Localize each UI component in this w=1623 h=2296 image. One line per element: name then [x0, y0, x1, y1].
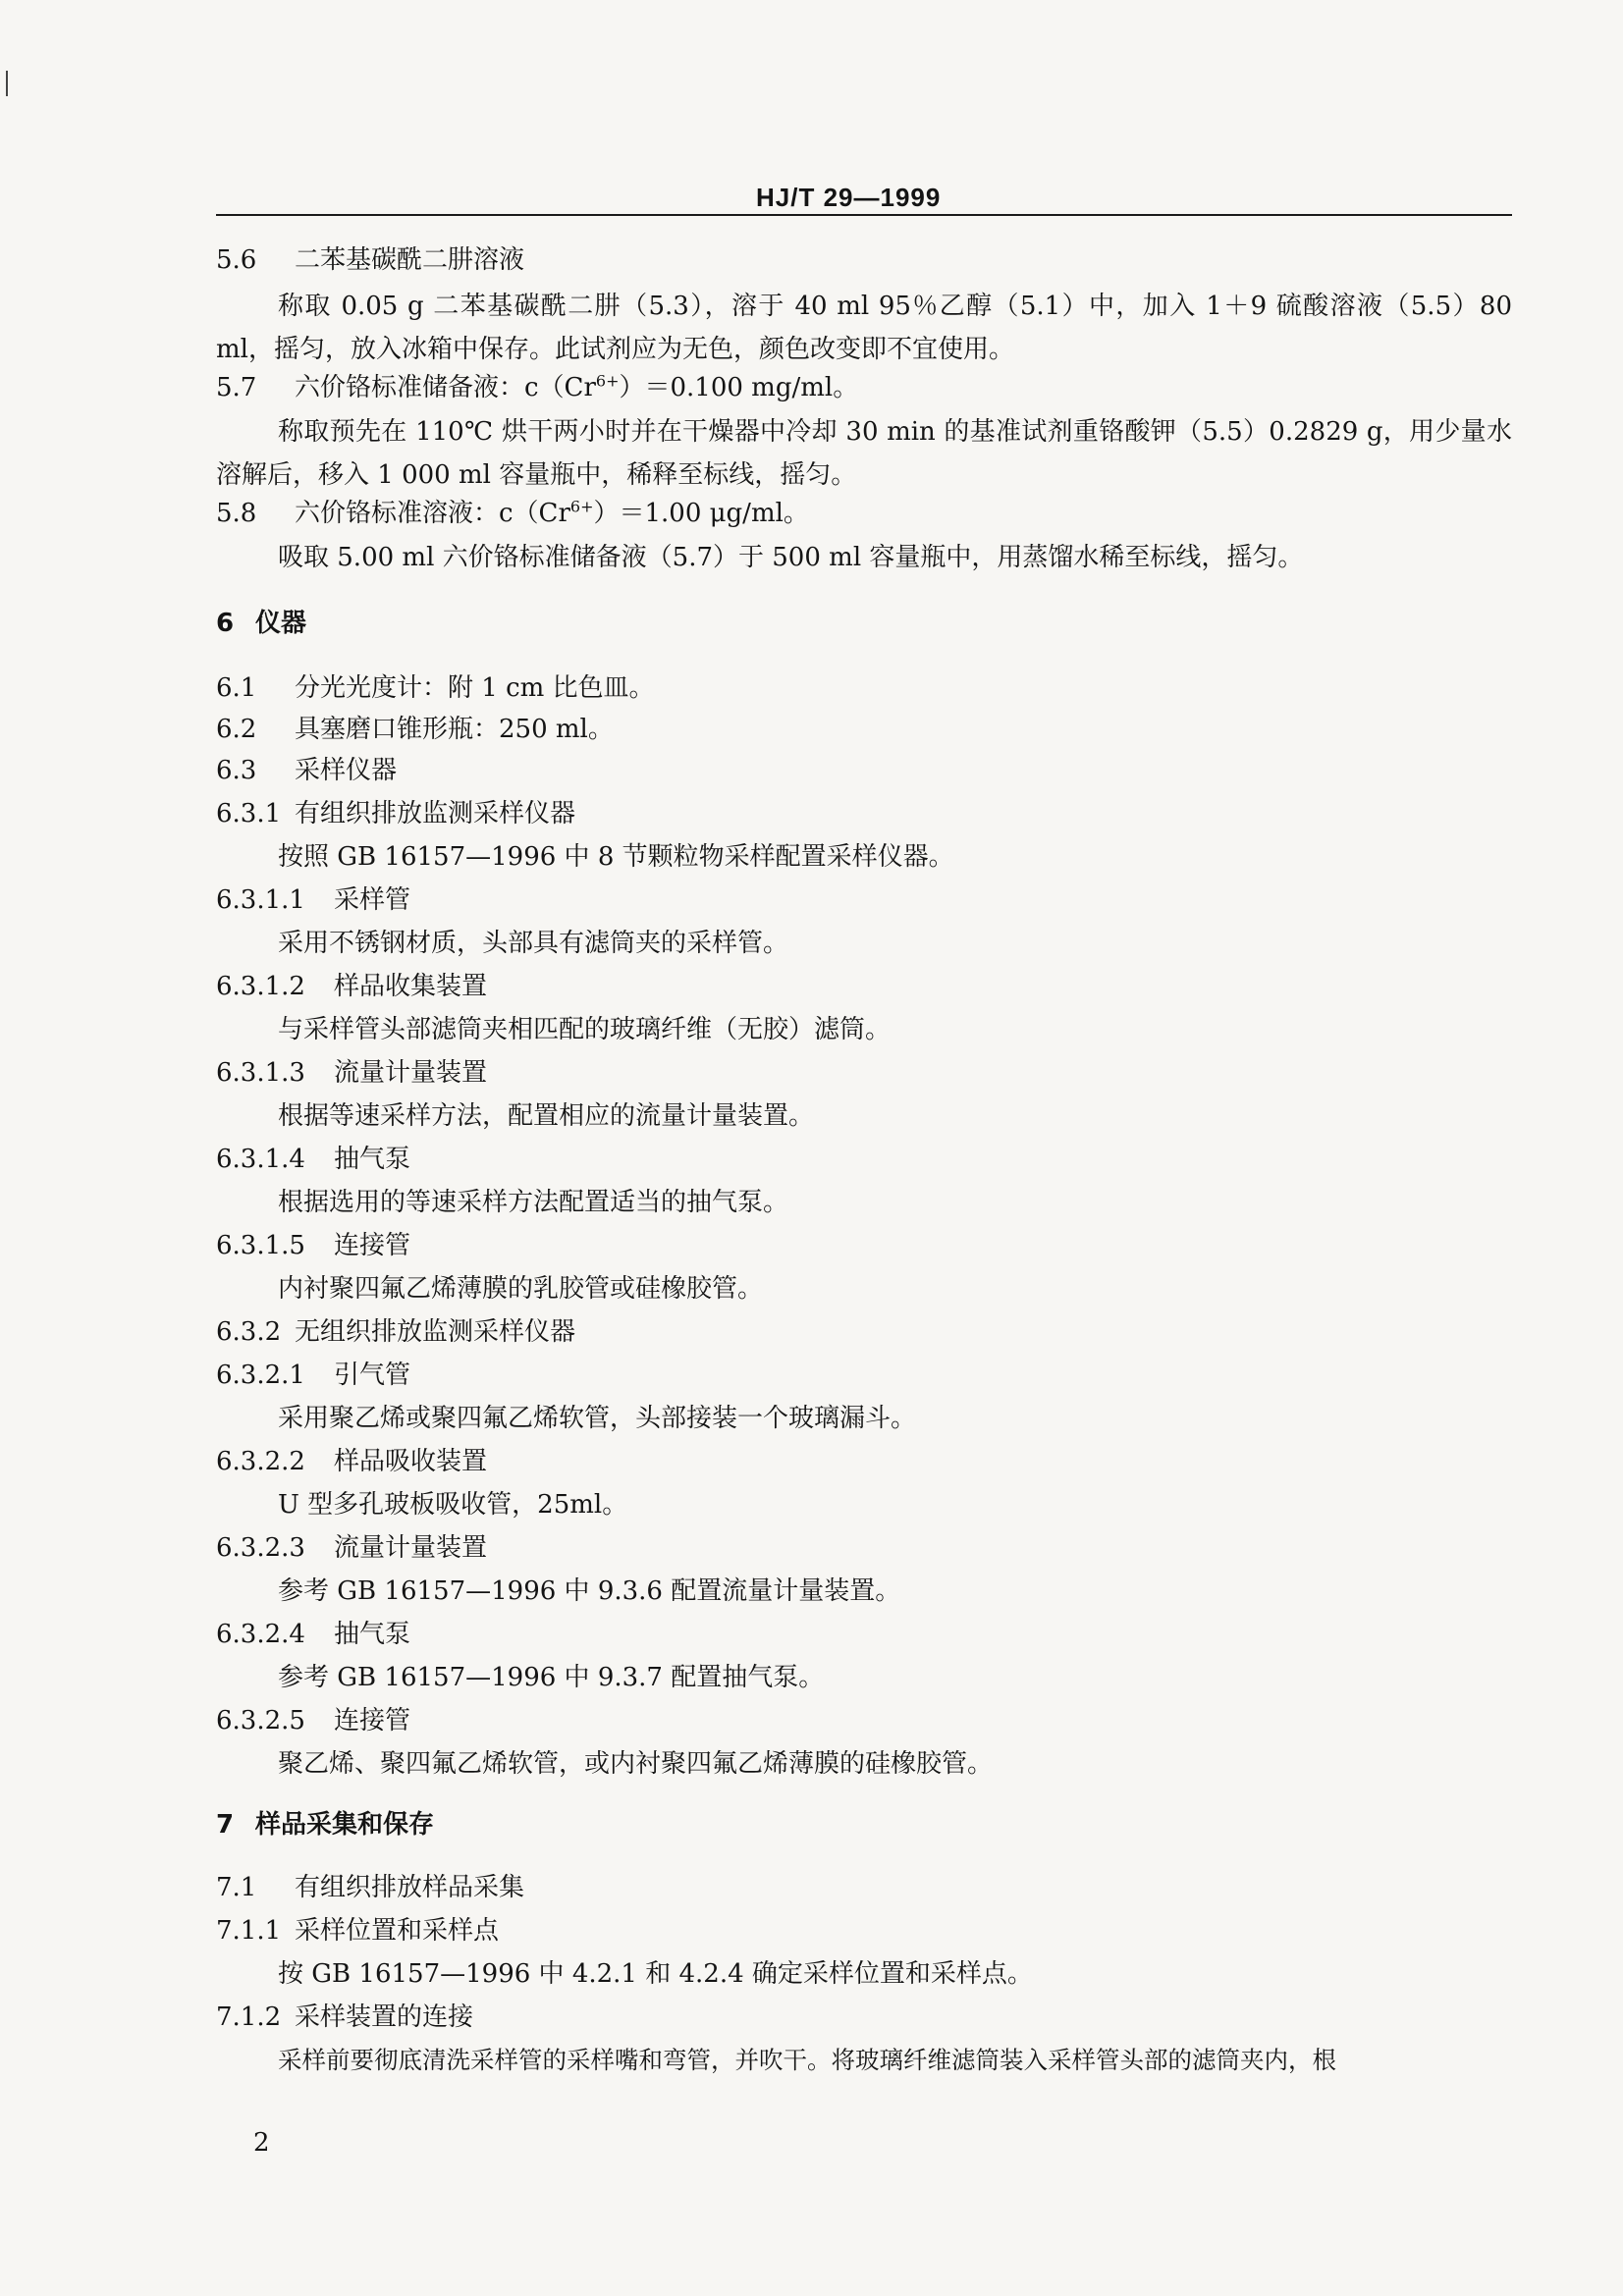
section-title: 有组织排放监测采样仪器 — [295, 799, 576, 828]
header-rule — [216, 214, 1512, 216]
section-6-3 — [216, 754, 397, 787]
section-number: 7.1.2 — [216, 2002, 282, 2032]
section-text: 具塞磨口锥形瓶：250 ml。 — [295, 715, 614, 744]
section-6-3-1-body: 按照 GB 16157—1996 中 8 节颗粒物采样配置采样仪器。 — [278, 842, 954, 872]
section-6-3-2-3-heading — [216, 1531, 487, 1565]
section-text: 采样仪器 — [295, 756, 398, 785]
section-6-2 — [216, 713, 614, 746]
chapter-title: 仪器 — [255, 609, 307, 638]
section-6-3-2-2-heading — [216, 1445, 487, 1478]
section-5-6-paragraph: 称取 0.05 g 二苯基碳酰二肼（5.3），溶于 40 ml 95％乙醇（5.1）中，加入 1＋9 硫酸溶液（5.5）80 ml，摇匀，放入冰箱中保存。此试剂应为无色，颜色改变即不宜使用。 — [216, 292, 1512, 364]
section-6-3-2-5-heading — [216, 1704, 410, 1737]
section-title: 二苯基碳酰二肼溶液 — [295, 245, 525, 275]
section-number: 6.3 — [216, 756, 257, 785]
superscript: 6+ — [595, 371, 620, 391]
page-header — [0, 183, 1623, 212]
section-7-1-1-heading — [216, 1914, 499, 1948]
section-7-1-1-body: 按 GB 16157—1996 中 4.2.1 和 4.2.4 确定采样位置和采样点。 — [278, 1959, 1033, 1989]
section-title: 抽气泵 — [334, 1145, 411, 1174]
section-5-7-heading — [216, 371, 858, 404]
page-number: 2 — [253, 2128, 270, 2158]
section-title: 样品吸收装置 — [334, 1447, 488, 1476]
section-6-3-1-1-body: 采用不锈钢材质，头部具有滤筒夹的采样管。 — [278, 929, 789, 958]
chapter-number: 7 — [216, 1810, 235, 1840]
section-6-3-2-1-body: 采用聚乙烯或聚四氟乙烯软管，头部接装一个玻璃漏斗。 — [278, 1404, 917, 1433]
section-6-3-1-5-heading — [216, 1229, 410, 1262]
section-number: 6.3.1.4 — [216, 1145, 305, 1174]
section-6-1 — [216, 671, 655, 705]
section-title: 采样管 — [334, 885, 411, 915]
section-title: 流量计量装置 — [334, 1533, 488, 1563]
section-6-3-2-heading — [216, 1315, 575, 1349]
section-title — [295, 373, 858, 402]
title-part: ）＝1.00 μg/ml。 — [593, 499, 809, 528]
section-number: 6.3.2.1 — [216, 1361, 305, 1390]
section-number: 5.7 — [216, 373, 257, 402]
section-6-3-2-5-body: 聚乙烯、聚四氟乙烯软管，或内衬聚四氟乙烯薄膜的硅橡胶管。 — [278, 1749, 994, 1779]
section-6-3-2-3-body: 参考 GB 16157—1996 中 9.3.6 配置流量计量装置。 — [278, 1576, 901, 1606]
section-title: 采样位置和采样点 — [295, 1916, 500, 1946]
section-6-3-1-3-heading — [216, 1056, 487, 1090]
section-6-3-2-2-body: U 型多孔玻板吸收管，25ml。 — [278, 1490, 628, 1520]
section-number: 6.2 — [216, 715, 257, 744]
section-title: 采样装置的连接 — [295, 2002, 474, 2032]
chapter-number: 6 — [216, 609, 235, 638]
title-part: 六价铬标准储备液：c（Cr — [295, 373, 596, 402]
section-6-3-2-4-heading — [216, 1618, 410, 1651]
section-number: 6.3.2.4 — [216, 1620, 305, 1649]
section-number: 6.3.1.3 — [216, 1058, 305, 1088]
chapter-7-heading — [216, 1808, 434, 1842]
title-part: ）＝0.100 mg/ml。 — [619, 373, 859, 402]
section-5-8-heading — [216, 497, 809, 530]
section-title: 无组织排放监测采样仪器 — [295, 1317, 576, 1347]
section-6-3-1-4-heading — [216, 1143, 410, 1176]
section-title: 样品收集装置 — [334, 972, 488, 1001]
section-title: 连接管 — [334, 1231, 411, 1260]
section-number: 6.3.1 — [216, 799, 282, 828]
section-number: 6.3.2 — [216, 1317, 282, 1347]
section-number: 5.8 — [216, 499, 257, 528]
superscript: 6+ — [569, 497, 594, 516]
section-number: 5.6 — [216, 245, 257, 275]
section-title — [295, 499, 809, 528]
scan-margin-mark — [6, 71, 8, 96]
section-title: 流量计量装置 — [334, 1058, 488, 1088]
section-7-1 — [216, 1871, 524, 1904]
section-6-3-1-2-body: 与采样管头部滤筒夹相匹配的玻璃纤维（无胶）滤筒。 — [278, 1015, 892, 1044]
title-part: 六价铬标准溶液：c（Cr — [295, 499, 570, 528]
section-6-3-2-4-body: 参考 GB 16157—1996 中 9.3.7 配置抽气泵。 — [278, 1663, 825, 1692]
section-7-1-2-body: 采样前要彻底清洗采样管的采样嘴和弯管，并吹干。将玻璃纤维滤筒装入采样管头部的滤筒夹内，根 — [278, 2046, 1336, 2074]
section-number: 6.3.1.2 — [216, 972, 305, 1001]
section-number: 6.3.1.5 — [216, 1231, 305, 1260]
section-title: 抽气泵 — [334, 1620, 411, 1649]
section-number: 6.1 — [216, 673, 257, 703]
section-number: 6.3.1.1 — [216, 885, 305, 915]
section-number: 6.3.2.3 — [216, 1533, 305, 1563]
section-6-3-1-5-body: 内衬聚四氟乙烯薄膜的乳胶管或硅橡胶管。 — [278, 1274, 764, 1304]
section-6-3-1-2-heading — [216, 970, 487, 1003]
section-6-3-1-3-body: 根据等速采样方法，配置相应的流量计量装置。 — [278, 1101, 815, 1131]
section-6-3-1-4-body: 根据选用的等速采样方法配置适当的抽气泵。 — [278, 1188, 789, 1217]
section-number: 6.3.2.5 — [216, 1706, 305, 1735]
section-text: 分光光度计：附 1 cm 比色皿。 — [295, 673, 655, 703]
chapter-6-heading — [216, 607, 306, 640]
section-number: 7.1 — [216, 1873, 257, 1902]
section-7-1-2-heading — [216, 2001, 473, 2034]
section-title: 引气管 — [334, 1361, 411, 1390]
section-number: 7.1.1 — [216, 1916, 282, 1946]
standard-code: HJ/T 29—1999 — [756, 183, 942, 212]
section-6-3-2-1-heading — [216, 1359, 410, 1392]
section-text: 有组织排放样品采集 — [295, 1873, 525, 1902]
section-5-6-heading — [216, 243, 524, 277]
section-6-3-1-1-heading — [216, 883, 410, 917]
section-6-3-1-heading — [216, 797, 575, 830]
section-number: 6.3.2.2 — [216, 1447, 305, 1476]
section-5-8-paragraph: 吸取 5.00 ml 六价铬标准储备液（5.7）于 500 ml 容量瓶中，用蒸馏水稀至标线，摇匀。 — [278, 543, 1304, 572]
section-5-7-paragraph: 称取预先在 110℃ 烘干两小时并在干燥器中冷却 30 min 的基准试剂重铬酸钾（5.5）0.2829 g，用少量水溶解后，移入 1 000 ml 容量瓶中，稀释至标线，摇匀。 — [216, 417, 1512, 490]
section-title: 连接管 — [334, 1706, 411, 1735]
chapter-title: 样品采集和保存 — [255, 1810, 435, 1840]
